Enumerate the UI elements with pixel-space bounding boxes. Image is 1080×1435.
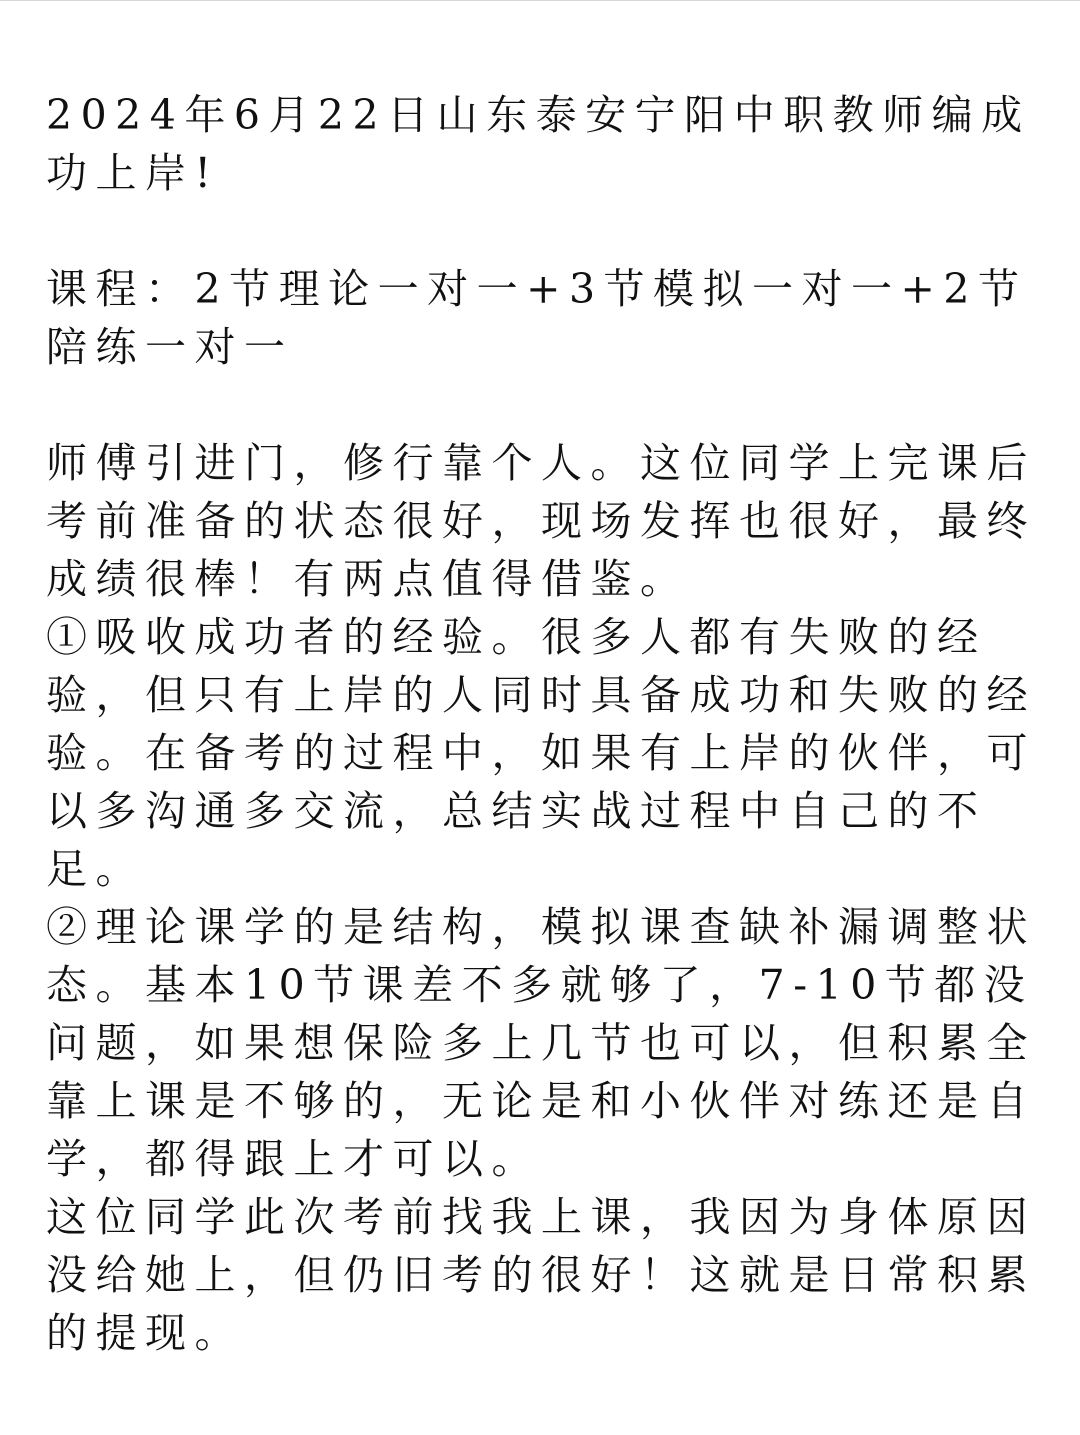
closing-paragraph: 这位同学此次考前找我上课，我因为身体原因没给她上，但仍旧考的很好！这就是日常积累的提现。 <box>46 1193 1036 1357</box>
paragraph-spacer <box>46 202 1046 260</box>
point-two-paragraph: ②理论课学的是结构，模拟课查缺补漏调整状态。基本10节课差不多就够了，7-10节都没问题，如果想保险多上几节也可以，但积累全靠上课是不够的，无论是和小伙伴对练还是自学，都得跟上才可以。 <box>46 903 1036 1183</box>
headline: 2024年6月22日山东泰安宁阳中职教师编成功上岸! <box>46 91 1031 197</box>
paragraph-spacer <box>46 376 1046 434</box>
document-body <box>46 86 1046 1362</box>
top-divider <box>0 0 1080 1</box>
intro-paragraph: 师傅引进门，修行靠个人。这位同学上完课后考前准备的状态很好，现场发挥也很好，最终成绩很棒！有两点值得借鉴。 <box>46 439 1036 603</box>
course-info: 课程：2节理论一对一+3节模拟一对一+2节陪练一对一 <box>46 265 1028 371</box>
point-one-paragraph: ①吸收成功者的经验。很多人都有失败的经验，但只有上岸的人同时具备成功和失败的经验。在备考的过程中，如果有上岸的伙伴，可以多沟通多交流，总结实战过程中自己的不足。 <box>46 613 1036 893</box>
